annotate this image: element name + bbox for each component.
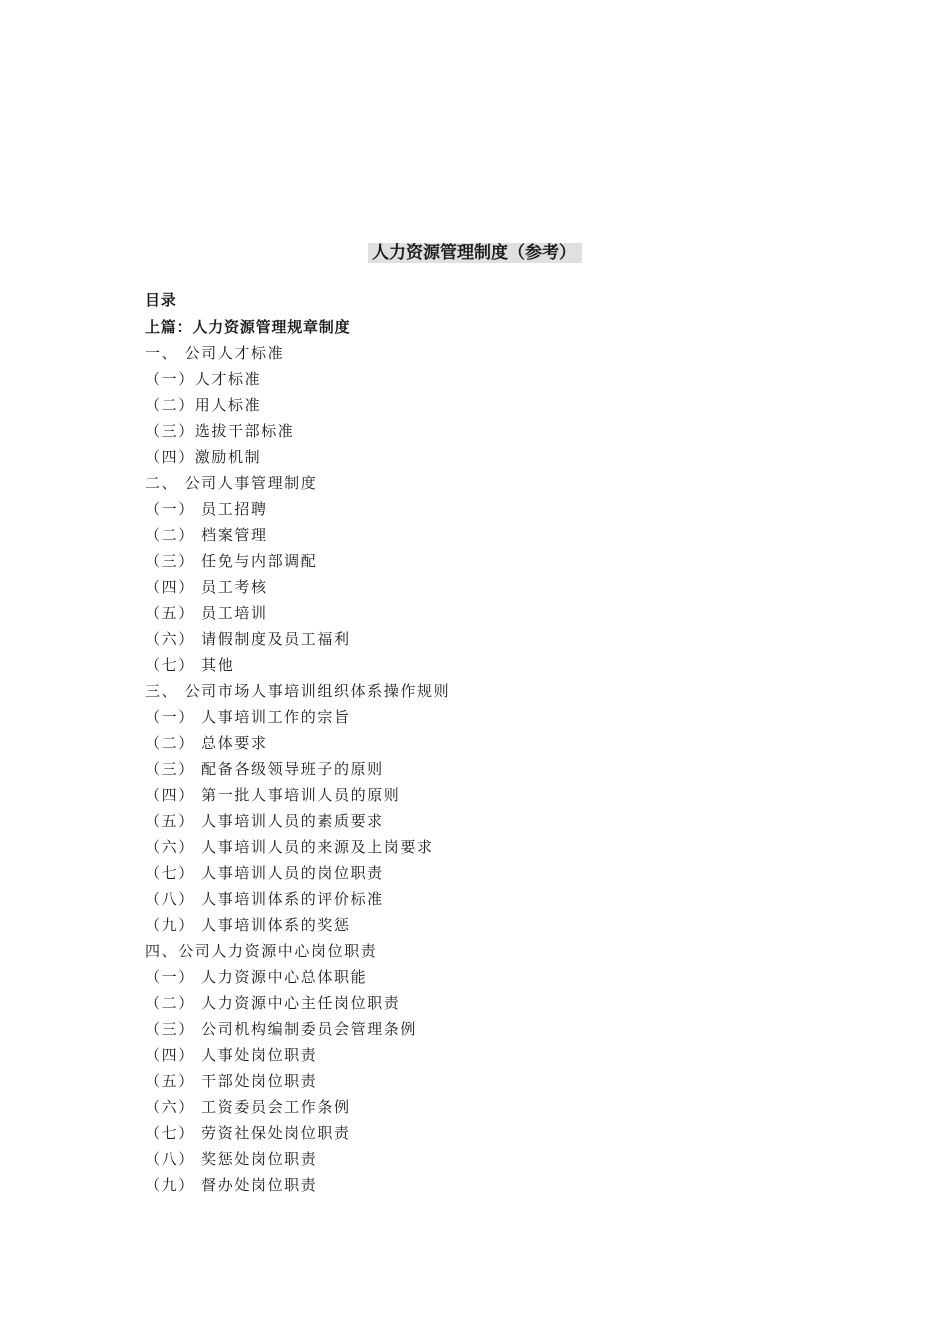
toc-item: （七） 劳资社保处岗位职责 [145, 1124, 351, 1142]
toc-section-title: 三、 公司市场人事培训组织体系操作规则 [145, 682, 451, 700]
toc-item: （七） 人事培训人员的岗位职责 [145, 864, 384, 882]
toc-item: （九） 人事培训体系的奖惩 [145, 916, 351, 934]
toc-item: （一）人才标准 [145, 370, 262, 388]
toc-heading: 目录 [145, 291, 177, 309]
toc-item: （一） 人力资源中心总体职能 [145, 968, 368, 986]
toc-item: （二）用人标准 [145, 396, 262, 414]
toc-item: （七） 其他 [145, 656, 235, 674]
toc-item: （四） 人事处岗位职责 [145, 1046, 318, 1064]
toc-item: （三） 公司机构编制委员会管理条例 [145, 1020, 417, 1038]
toc-item: （九） 督办处岗位职责 [145, 1176, 318, 1194]
toc-section-title: 一、 公司人才标准 [145, 344, 285, 362]
toc-item: （四）激励机制 [145, 448, 262, 466]
toc-item: （五） 员工培训 [145, 604, 268, 622]
toc-section-title: 二、 公司人事管理制度 [145, 474, 318, 492]
document-title-text: 人力资源管理制度（参考） [368, 243, 582, 263]
toc-item: （二） 人力资源中心主任岗位职责 [145, 994, 401, 1012]
table-of-contents [145, 287, 845, 1198]
toc-item: （四） 第一批人事培训人员的原则 [145, 786, 401, 804]
toc-item: （二） 总体要求 [145, 734, 268, 752]
toc-item: （三）选拔干部标准 [145, 422, 295, 440]
toc-item: （六） 工资委员会工作条例 [145, 1098, 351, 1116]
toc-item: （八） 人事培训体系的评价标准 [145, 890, 384, 908]
toc-item: （一） 员工招聘 [145, 500, 268, 518]
toc-item: （三） 配备各级领导班子的原则 [145, 760, 384, 778]
toc-item: （四） 员工考核 [145, 578, 268, 596]
toc-item: （五） 干部处岗位职责 [145, 1072, 318, 1090]
toc-item: （六） 人事培训人员的来源及上岗要求 [145, 838, 434, 856]
toc-item: （六） 请假制度及员工福利 [145, 630, 351, 648]
part-heading: 上篇：人力资源管理规章制度 [145, 318, 351, 336]
toc-section-title: 四、公司人力资源中心岗位职责 [145, 942, 378, 960]
toc-item: （八） 奖惩处岗位职责 [145, 1150, 318, 1168]
document-title [0, 241, 950, 265]
toc-item: （五） 人事培训人员的素质要求 [145, 812, 384, 830]
toc-item: （三） 任免与内部调配 [145, 552, 318, 570]
toc-item: （一） 人事培训工作的宗旨 [145, 708, 351, 726]
toc-item: （二） 档案管理 [145, 526, 268, 544]
